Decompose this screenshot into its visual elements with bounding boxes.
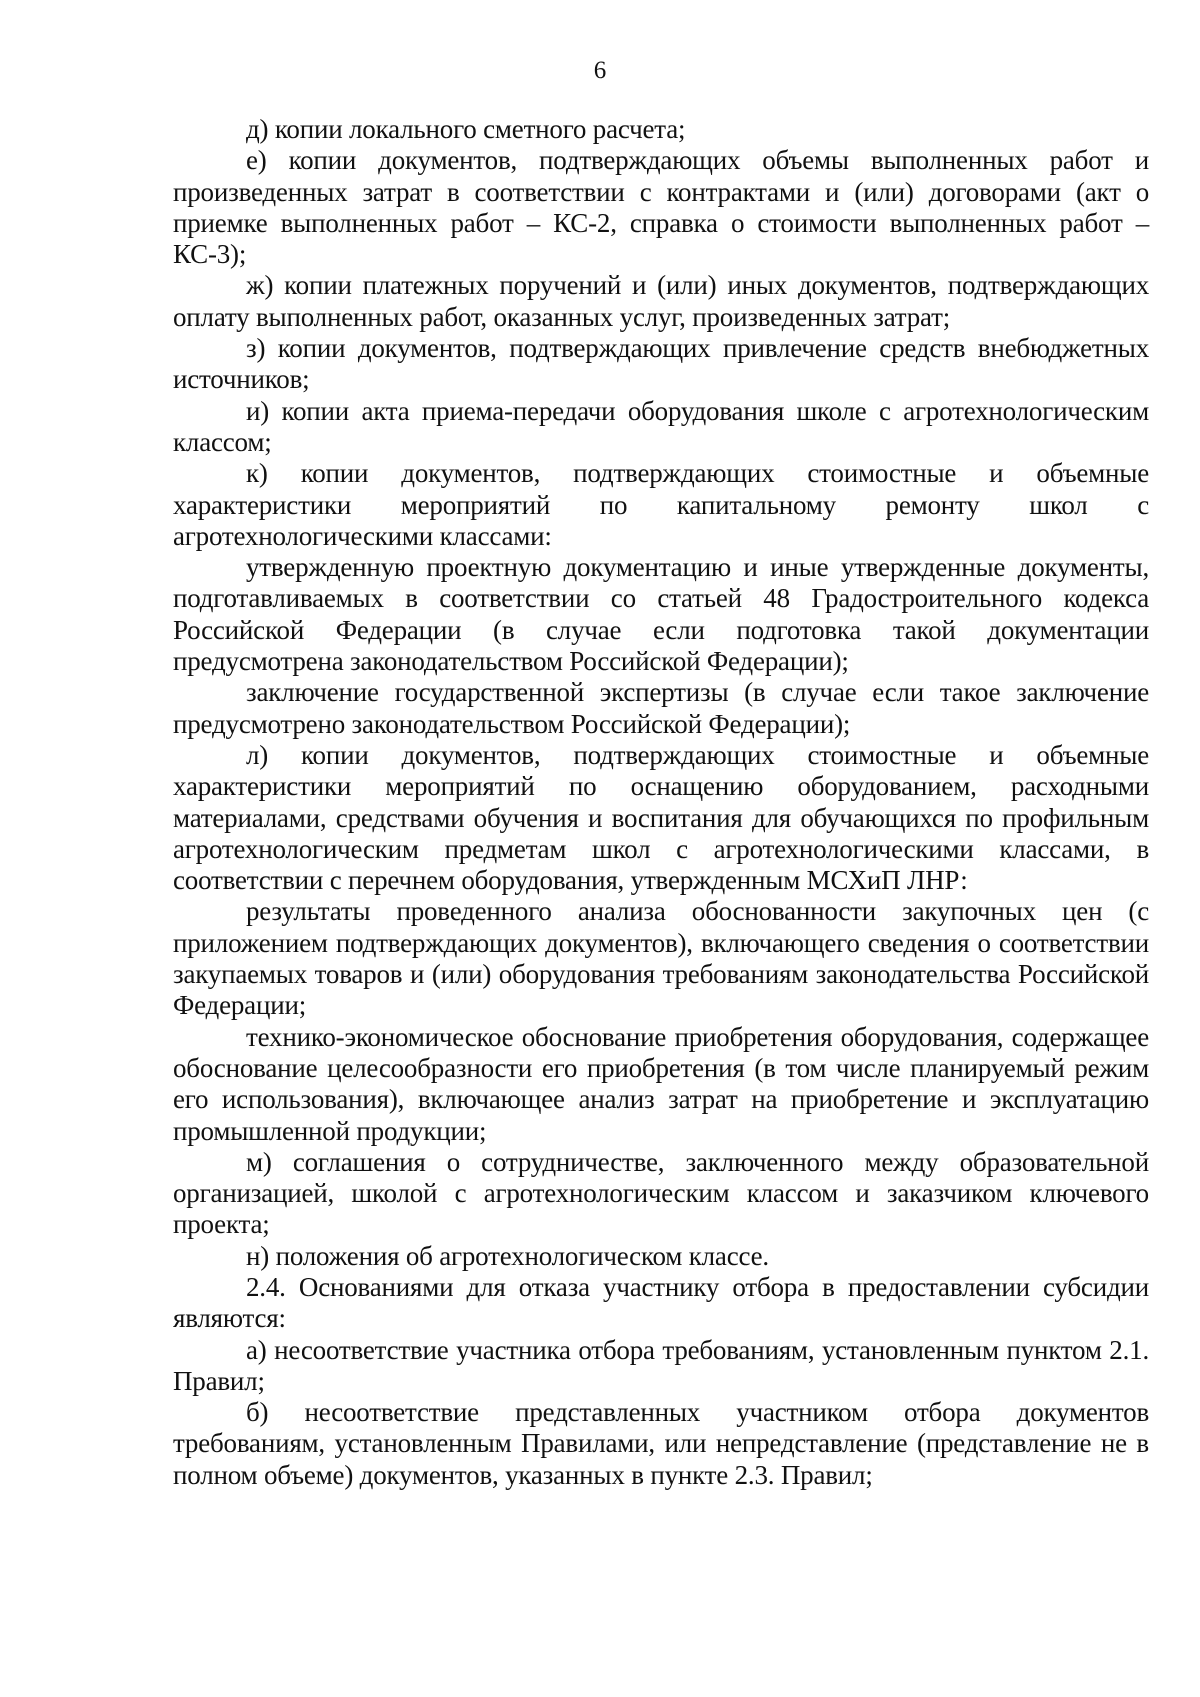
page-number: 6: [593, 57, 607, 84]
paragraph-i-equipment-transfer-act: и) копии акта приема-передачи оборудования школе с агротехнологическим классом;: [173, 395, 1149, 457]
paragraph-project-documentation: утвержденную проектную документацию и иные утвержденные документы, подготавливаемых в соответствии со статьей 48 Градостроительного кодекса Российской Федерации (в случае если подготовка такой документации предусмотрена законодательством Российской Федерации);: [173, 552, 1149, 677]
paragraph-a-nonconformity: а) несоответствие участника отбора требованиям, установленным пунктом 2.1. Правил;: [173, 1334, 1149, 1396]
paragraph-b-documents-nonconformity: б) несоответствие представленных участником отбора документов требованиям, установленным Правилами, или непредставление (представление не в полном объеме) документов, указанных в пункте 2.3. Правил;: [173, 1397, 1149, 1490]
paragraph-feasibility-study: технико-экономическое обоснование приобретения оборудования, содержащее обоснование целесообразности его приобретения (в том числе планируемый режим его использования), включающее анализ затрат на приобретение и эксплуатацию промышленной продукции;: [173, 1021, 1149, 1146]
paragraph-l-equipment-supply: л) копии документов, подтверждающих стоимостные и объемные характеристики мероприятий по оснащению оборудованием, расходными материалами, средствами обучения и воспитания для обучающихся по профильным агротехнологическим предметам школ с агротехнологическими классами, в соответствии с перечнем оборудования, утвержденным МСХиП ЛНР:: [173, 739, 1149, 896]
paragraph-zh-payment-orders: ж) копии платежных поручений и (или) иных документов, подтверждающих оплату выполненных работ, оказанных услуг, произведенных затрат;: [173, 270, 1149, 332]
paragraph-state-expertise: заключение государственной экспертизы (в случае если такое заключение предусмотрено законодательством Российской Федерации);: [173, 677, 1149, 739]
paragraph-2-4-refusal-grounds: 2.4. Основаниями для отказа участнику отбора в предоставлении субсидии являются:: [173, 1271, 1149, 1334]
paragraph-d-local-estimate: д) копии локального сметного расчета;: [246, 114, 686, 144]
paragraph-m-cooperation-agreement: м) соглашения о сотрудничестве, заключенного между образовательной организацией, школой с агротехнологическим классом и заказчиком ключевого проекта;: [173, 1146, 1149, 1240]
paragraph-z-extrabudgetary-funds: з) копии документов, подтверждающих привлечение средств внебюджетных источников;: [173, 333, 1149, 395]
paragraph-k-capital-repair: к) копии документов, подтверждающих стоимостные и объемные характеристики мероприятий по капитальному ремонту школ с агротехнологическими классами:: [173, 458, 1149, 551]
paragraph-e-work-volumes: е) копии документов, подтверждающих объемы выполненных работ и произведенных затрат в соответствии с контрактами и (или) договорами (акт о приемке выполненных работ – КС-2, справка о стоимости выполненных работ – КС-3);: [173, 145, 1149, 270]
paragraph-price-analysis: результаты проведенного анализа обоснованности закупочных цен (с приложением подтверждающих документов), включающего сведения о соответствии закупаемых товаров и (или) оборудования требованиям законодательства Российской Федерации;: [173, 896, 1149, 1021]
document-body: [173, 114, 1149, 1491]
paragraph-n-class-regulations: н) положения об агротехнологическом классе.: [246, 1240, 769, 1271]
